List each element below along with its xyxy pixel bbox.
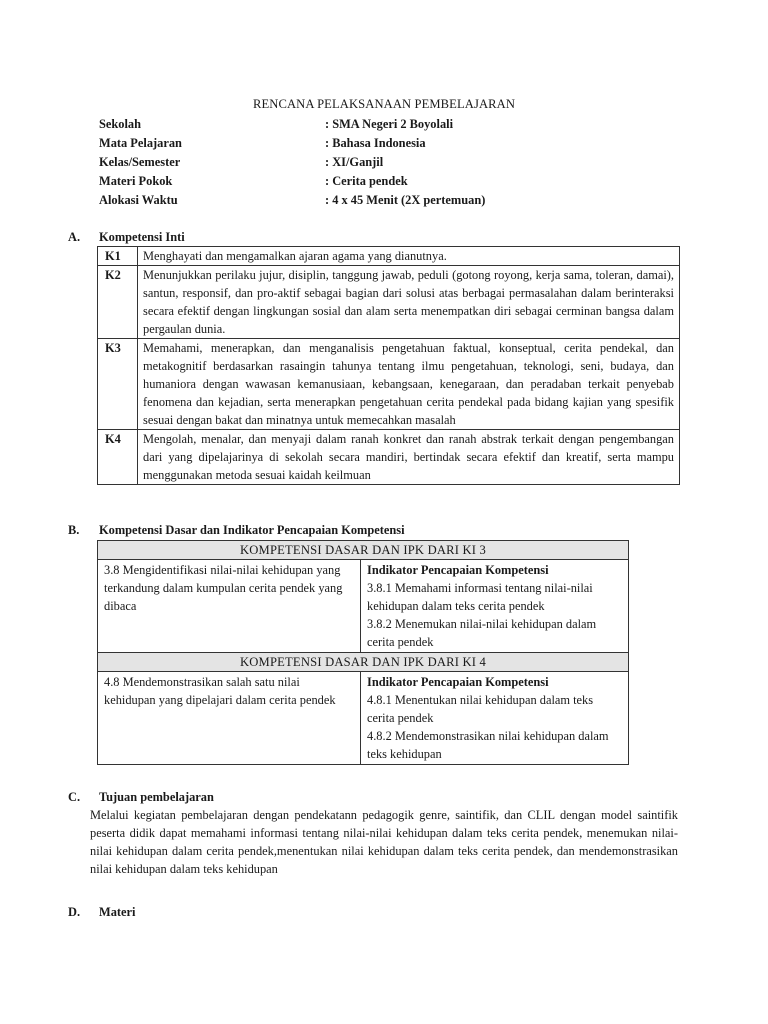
- identity-row-topic: [99, 172, 485, 191]
- section-b-heading: [68, 521, 405, 539]
- indicator-item: 3.8.2 Menemukan nilai-nilai kehidupan dalam cerita pendek: [367, 617, 597, 649]
- group-header: KOMPETENSI DASAR DAN IPK DARI KI 4: [98, 653, 629, 672]
- section-title: Kompetensi Inti: [99, 230, 185, 244]
- core-competency-table: [97, 246, 680, 485]
- table-row: [98, 339, 680, 430]
- section-title: Tujuan pembelajaran: [99, 790, 214, 804]
- basic-competency-table: [97, 540, 629, 765]
- section-title: Materi: [99, 905, 136, 919]
- identity-value: : Bahasa Indonesia: [325, 136, 426, 150]
- identity-label: Sekolah: [99, 117, 142, 131]
- table-header-row: [98, 541, 629, 560]
- competency-code: K1: [98, 247, 138, 266]
- identity-value: : XI/Ganjil: [325, 155, 384, 169]
- competency-text: Memahami, menerapkan, dan menganalisis pengetahuan faktual, konseptual, cerita pendekal, dan metakognitif berdasarkan rasaingin tahunya tentang ilmu pengetahuan, teknologi, seni, budaya, dan humaniora dengan wawasan kemanusiaan, kebangsaan, kenegaraan, dan peradaban terkait penyebab fenomena dan kejadian, serta menerapkan pengetahuan cerita pendekal pada bidang kajian yang spesifik sesuai dengan bakat dan minatnya untuk memecahkan masalah: [138, 339, 680, 430]
- table-row: [98, 672, 629, 765]
- indicator-cell: [361, 560, 629, 653]
- identity-label: Kelas/Semester: [99, 155, 181, 169]
- section-letter: A.: [68, 230, 81, 244]
- section-d-heading: [68, 903, 135, 921]
- identity-value: : Cerita pendek: [325, 174, 408, 188]
- indicator-title: Indikator Pencapaian Kompetensi: [367, 675, 549, 689]
- competency-code: K4: [98, 430, 138, 485]
- identity-row-class: [99, 153, 485, 172]
- indicator-item: 4.8.2 Mendemonstrasikan nilai kehidupan dalam teks kehidupan: [367, 729, 609, 761]
- section-letter: C.: [68, 790, 81, 804]
- basic-competency-cell: 4.8 Mendemonstrasikan salah satu nilai kehidupan yang dipelajari dalam cerita pendek: [98, 672, 361, 765]
- identity-value: : 4 x 45 Menit (2X pertemuan): [325, 193, 486, 207]
- indicator-item: 4.8.1 Menentukan nilai kehidupan dalam teks cerita pendek: [367, 693, 594, 725]
- identity-row-subject: [99, 134, 485, 153]
- competency-text: Menunjukkan perilaku jujur, disiplin, tanggung jawab, peduli (gotong royong, kerja sama, toleran, damai), santun, responsif, dan pro-aktif sebagai bagian dari solusi atas berbagai permasalahan dalam berinteraksi secara efektif dengan lingkungan sosial dan alam serta menempatkan diri sebagai cerminan bangsa dalam pergaulan dunia.: [138, 266, 680, 339]
- identity-value: : SMA Negeri 2 Boyolali: [325, 117, 454, 131]
- indicator-cell: [361, 672, 629, 765]
- competency-code: K2: [98, 266, 138, 339]
- competency-text: Mengolah, menalar, dan menyaji dalam ranah konkret dan ranah abstrak terkait dengan pengembangan dari yang dipelajarinya di sekolah secara mandiri, bertindak secara efektif dan kreatif, serta mampu menggunakan metoda sesuai kaidah keilmuan: [138, 430, 680, 485]
- table-row: [98, 266, 680, 339]
- section-letter: B.: [68, 523, 80, 537]
- table-row: [98, 247, 680, 266]
- table-row: [98, 560, 629, 653]
- competency-text: Menghayati dan mengamalkan ajaran agama yang dianutnya.: [138, 247, 680, 266]
- indicator-item: 3.8.1 Memahami informasi tentang nilai-nilai kehidupan dalam teks cerita pendek: [367, 581, 593, 613]
- section-c-heading: [68, 788, 214, 806]
- identity-label: Alokasi Waktu: [99, 193, 178, 207]
- table-row: [98, 430, 680, 485]
- section-a-heading: [68, 228, 185, 246]
- section-letter: D.: [68, 905, 81, 919]
- identity-label: Mata Pelajaran: [99, 136, 182, 150]
- identity-label: Materi Pokok: [99, 174, 173, 188]
- competency-code: K3: [98, 339, 138, 430]
- table-header-row: [98, 653, 629, 672]
- identity-block: [99, 115, 485, 210]
- group-header: KOMPETENSI DASAR DAN IPK DARI KI 3: [98, 541, 629, 560]
- indicator-title: Indikator Pencapaian Kompetensi: [367, 563, 549, 577]
- basic-competency-cell: 3.8 Mengidentifikasi nilai-nilai kehidupan yang terkandung dalam kumpulan cerita pendek yang dibaca: [98, 560, 361, 653]
- section-title: Kompetensi Dasar dan Indikator Pencapaian Kompetensi: [99, 523, 405, 537]
- learning-objective-paragraph: Melalui kegiatan pembelajaran dengan pendekatann pedagogik genre, saintifik, dan CLIL dengan model saintifik peserta didik dapat memahami informasi tentang nilai-nilai kehidupan dalam teks cerita pendek, menemukan nilai-nilai kehidupan dalam cerita pendek,menentukan nilai kehidupan dalam teks cerita pendek, dan mendemonstrasikan nilai kehidupan dalam teks kehidupan: [90, 808, 678, 876]
- identity-row-time: [99, 191, 485, 210]
- document-title: RENCANA PELAKSANAAN PEMBELAJARAN: [252, 97, 516, 111]
- identity-row-school: [99, 115, 485, 134]
